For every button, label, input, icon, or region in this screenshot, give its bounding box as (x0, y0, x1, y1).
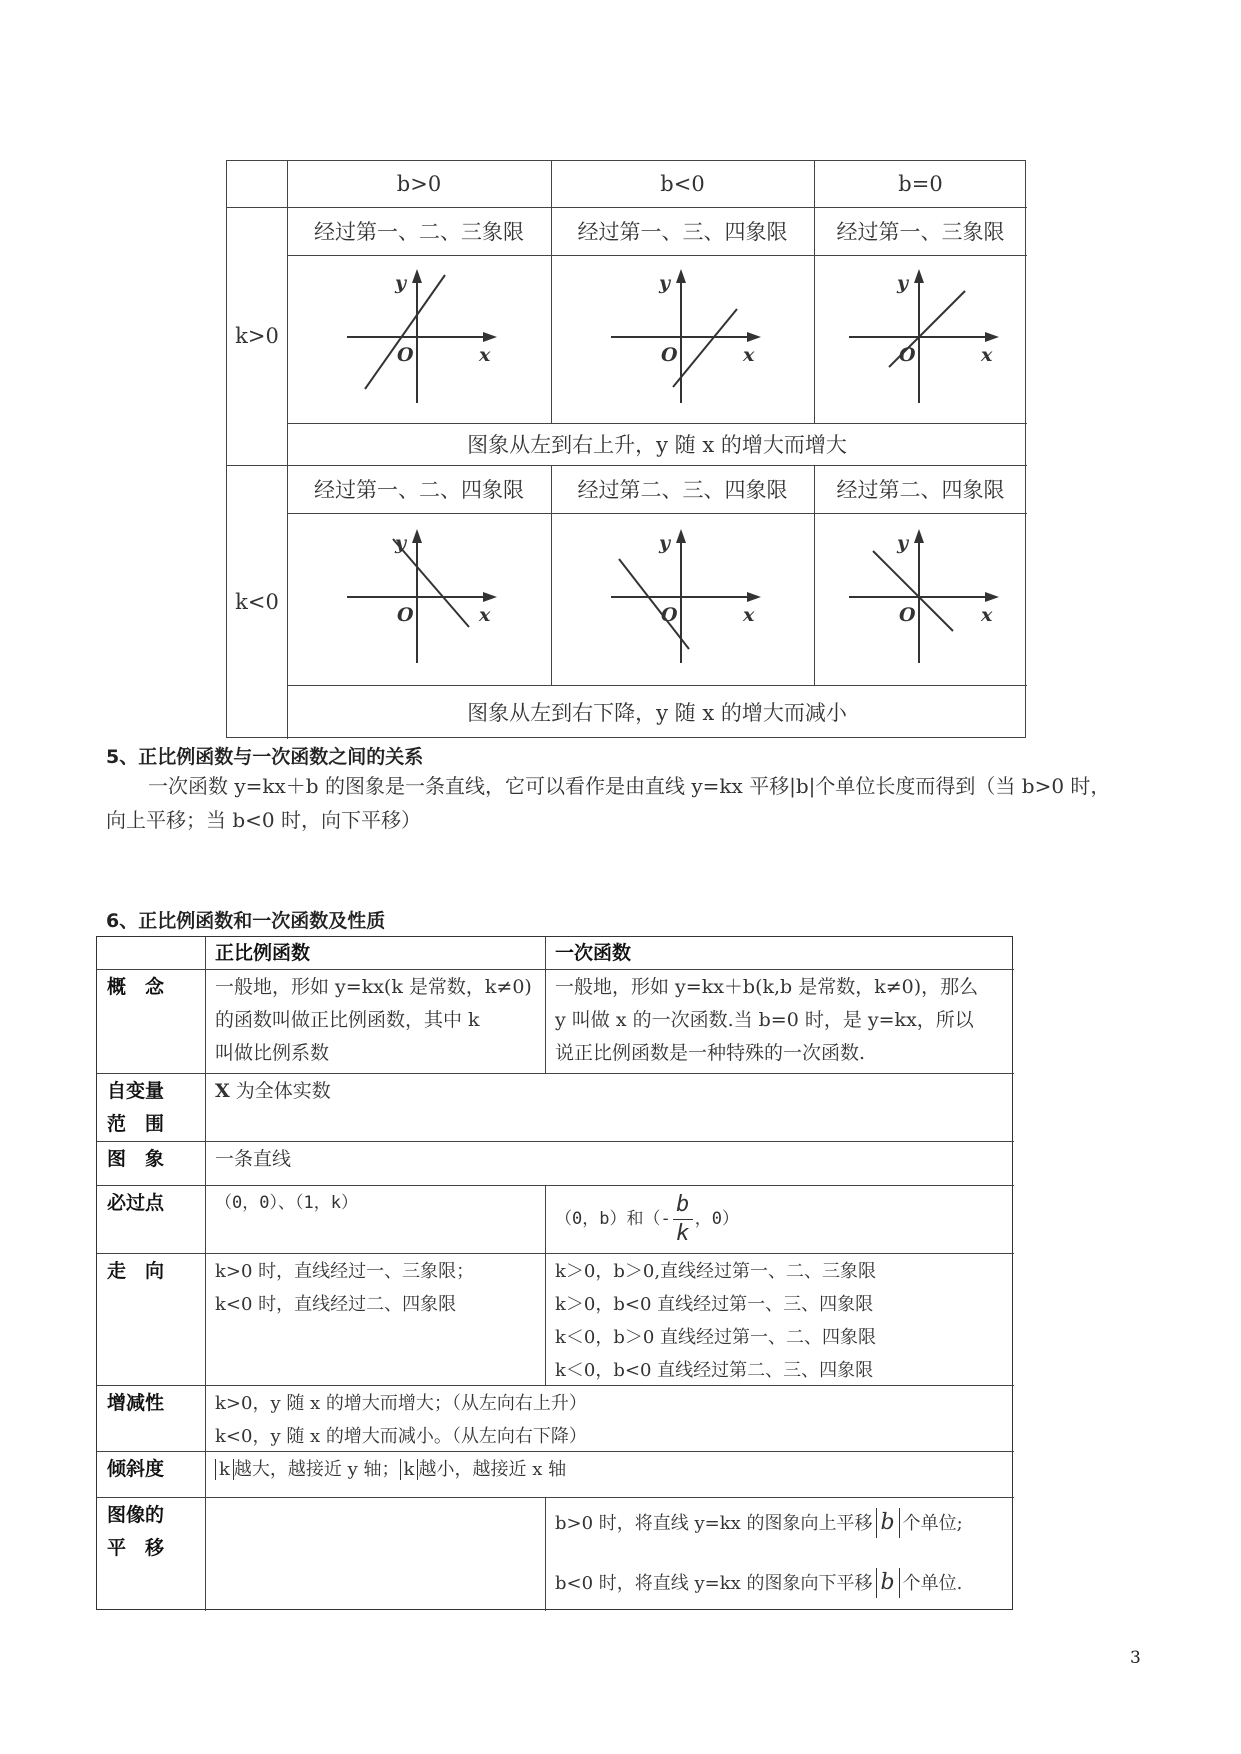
graph-kneg-bzero (814, 513, 1027, 685)
translation-down-text: b<0 时，将直线 y=kx 的图象向下平移 (555, 1573, 873, 1594)
points-proportional: （0，0）、（1，k） (215, 1193, 358, 1213)
y-axis-arrow (412, 529, 422, 543)
points-linear-prefix: （0，b）和（- (555, 1208, 671, 1229)
y-axis-arrow (914, 269, 924, 283)
text-line: k＜0，b<0 直线经过第二、三、四象限 (555, 1360, 874, 1381)
label-line: 平 移 (107, 1537, 165, 1559)
text-line: k>0 时，直线经过一、三象限； (215, 1261, 475, 1282)
abs-b: b (876, 1508, 900, 1538)
col-header-b-negative: b<0 (660, 172, 705, 196)
col-header-linear: 一次函数 (555, 942, 632, 964)
label-line: 范 围 (107, 1113, 165, 1135)
concept-linear (545, 969, 1014, 1072)
y-axis-label: y (897, 272, 909, 294)
page-number: 3 (1130, 1648, 1141, 1668)
steepness-text (205, 1451, 1014, 1488)
coordinate-plane (287, 513, 551, 685)
graph-kneg-bpos (287, 513, 551, 685)
fraction-b-over-k (673, 1191, 693, 1248)
x-axis-arrow (747, 592, 761, 602)
section-5-paragraph-line1: 一次函数 y=kx＋b 的图象是一条直线，它可以看作是由直线 y=kx 平移|b|个单位长度而得到（当 b>0 时， (148, 774, 1111, 798)
points-linear (545, 1187, 1014, 1251)
row-label-monotonic: 增减性 (107, 1392, 165, 1414)
abs-k: k (400, 1459, 419, 1480)
y-axis-label: y (659, 532, 671, 554)
row-label-steepness: 倾斜度 (107, 1458, 165, 1480)
y-axis-label: y (897, 532, 909, 554)
y-axis-arrow (676, 269, 686, 283)
y-axis-arrow (412, 269, 422, 283)
quadrant-text: 经过第二、四象限 (836, 478, 1005, 502)
row-label-domain (97, 1073, 205, 1143)
row-label-points: 必过点 (107, 1192, 165, 1214)
origin-label: O (899, 604, 916, 626)
domain-description: 为全体实数 (235, 1080, 331, 1102)
row-label-k-positive: k>0 (235, 324, 279, 348)
origin-label: O (397, 344, 414, 366)
quadrant-text: 经过第一、三象限 (836, 220, 1005, 244)
graph-text: 一条直线 (215, 1148, 292, 1170)
function-line (619, 559, 689, 649)
slope-intercept-table (226, 160, 1026, 738)
x-axis-arrow (985, 332, 999, 342)
coordinate-plane (814, 255, 1027, 423)
translation-linear (545, 1505, 1014, 1603)
text-line: 一般地，形如 y=kx＋b(k,b 是常数，k≠0)，那么 (555, 976, 979, 998)
steepness-text-1: 越大，越接近 y 轴； (233, 1459, 400, 1480)
text-line: k＞0，b＞0,直线经过第一、二、三象限 (555, 1261, 877, 1282)
text-line: 说正比例函数是一种特殊的一次函数. (555, 1042, 866, 1064)
translation-up-unit: 个单位; (902, 1513, 963, 1534)
x-axis-label: x (981, 344, 993, 366)
y-axis-label: y (395, 272, 407, 294)
row-summary: 图象从左到右下降，y 随 x 的增大而减小 (467, 701, 847, 725)
x-axis-label: x (743, 344, 755, 366)
quadrant-text: 经过第一、二、四象限 (314, 478, 524, 502)
function-line (673, 309, 737, 387)
domain-variable: X (215, 1080, 230, 1102)
section-5-paragraph-line2: 向上平移；当 b<0 时，向下平移） (106, 808, 421, 832)
section-6-heading: 6、正比例函数和一次函数及性质 (106, 910, 386, 932)
col-header-proportional: 正比例函数 (215, 942, 311, 964)
x-axis-label: x (981, 604, 993, 626)
monotonic-text (205, 1385, 1014, 1455)
row-label-direction: 走 向 (107, 1260, 165, 1282)
table-divider (97, 1497, 1014, 1498)
translation-up (555, 1507, 1004, 1541)
translation-up-text: b>0 时，将直线 y=kx 的图象向上平移 (555, 1513, 873, 1534)
fraction-denominator: k (676, 1220, 690, 1246)
coordinate-plane (814, 513, 1027, 685)
label-line: 自变量 (107, 1080, 165, 1102)
row-label-concept: 概 念 (107, 976, 165, 998)
section-5-heading: 5、正比例函数与一次函数之间的关系 (106, 746, 424, 768)
row-label-k-negative: k<0 (235, 590, 279, 614)
quadrant-text: 经过第二、三、四象限 (577, 478, 788, 502)
steepness-text-2: 越小，越接近 x 轴 (418, 1459, 567, 1480)
abs-b: b (876, 1568, 900, 1598)
origin-label: O (661, 604, 678, 626)
quadrant-text: 经过第一、三、四象限 (577, 220, 788, 244)
graph-kneg-bneg (551, 513, 814, 685)
text-line: k＜0，b＞0 直线经过第一、二、四象限 (555, 1327, 877, 1348)
y-axis-arrow (676, 529, 686, 543)
x-axis-arrow (483, 332, 497, 342)
y-axis-label: y (395, 532, 407, 554)
x-axis-label: x (743, 604, 755, 626)
coordinate-plane (287, 255, 551, 423)
x-axis-label: x (479, 344, 491, 366)
concept-proportional (205, 969, 545, 1072)
text-line: k>0，y 随 x 的增大而增大；（从左向右上升） (215, 1393, 587, 1414)
translation-down (555, 1567, 1004, 1601)
direction-linear (545, 1253, 1014, 1389)
abs-k: k (215, 1459, 234, 1480)
x-axis-arrow (747, 332, 761, 342)
text-line: y 叫做 x 的一次函数.当 b=0 时，是 y=kx，所以 (555, 1009, 974, 1031)
text-line: k<0 时，直线经过二、四象限 (215, 1294, 457, 1315)
x-axis-arrow (985, 592, 999, 602)
label-line: 图像的 (107, 1504, 165, 1526)
coordinate-plane (551, 255, 814, 423)
graph-kpos-bpos (287, 255, 551, 423)
direction-proportional (205, 1253, 545, 1323)
row-summary: 图象从左到右上升，y 随 x 的增大而增大 (467, 433, 847, 457)
graph-kpos-bzero (814, 255, 1027, 423)
text-line: 叫做比例系数 (215, 1042, 330, 1064)
origin-label: O (661, 344, 678, 366)
text-line: 的函数叫做正比例函数，其中 k (215, 1009, 480, 1031)
origin-label: O (899, 344, 916, 366)
row-label-graph: 图 象 (107, 1148, 165, 1170)
x-axis-arrow (483, 592, 497, 602)
text-line: 一般地，形如 y=kx(k 是常数，k≠0) (215, 976, 532, 998)
col-header-b-positive: b>0 (396, 172, 442, 196)
domain-text (205, 1073, 1014, 1110)
y-axis-arrow (914, 529, 924, 543)
fraction-numerator: b (676, 1191, 690, 1217)
origin-label: O (397, 604, 414, 626)
text-line: k＞0，b<0 直线经过第一、三、四象限 (555, 1294, 874, 1315)
row-label-translation (97, 1497, 205, 1567)
col-header-b-zero: b=0 (898, 172, 943, 196)
properties-table (96, 936, 1013, 1610)
quadrant-text: 经过第一、二、三象限 (314, 220, 524, 244)
coordinate-plane (551, 513, 814, 685)
x-axis-label: x (479, 604, 491, 626)
graph-kpos-bneg (551, 255, 814, 423)
text-line: k<0，y 随 x 的增大而减小。（从左向右下降） (215, 1426, 587, 1447)
translation-down-unit: 个单位. (902, 1573, 963, 1594)
y-axis-label: y (659, 272, 671, 294)
points-linear-suffix: ，0） (694, 1208, 739, 1229)
